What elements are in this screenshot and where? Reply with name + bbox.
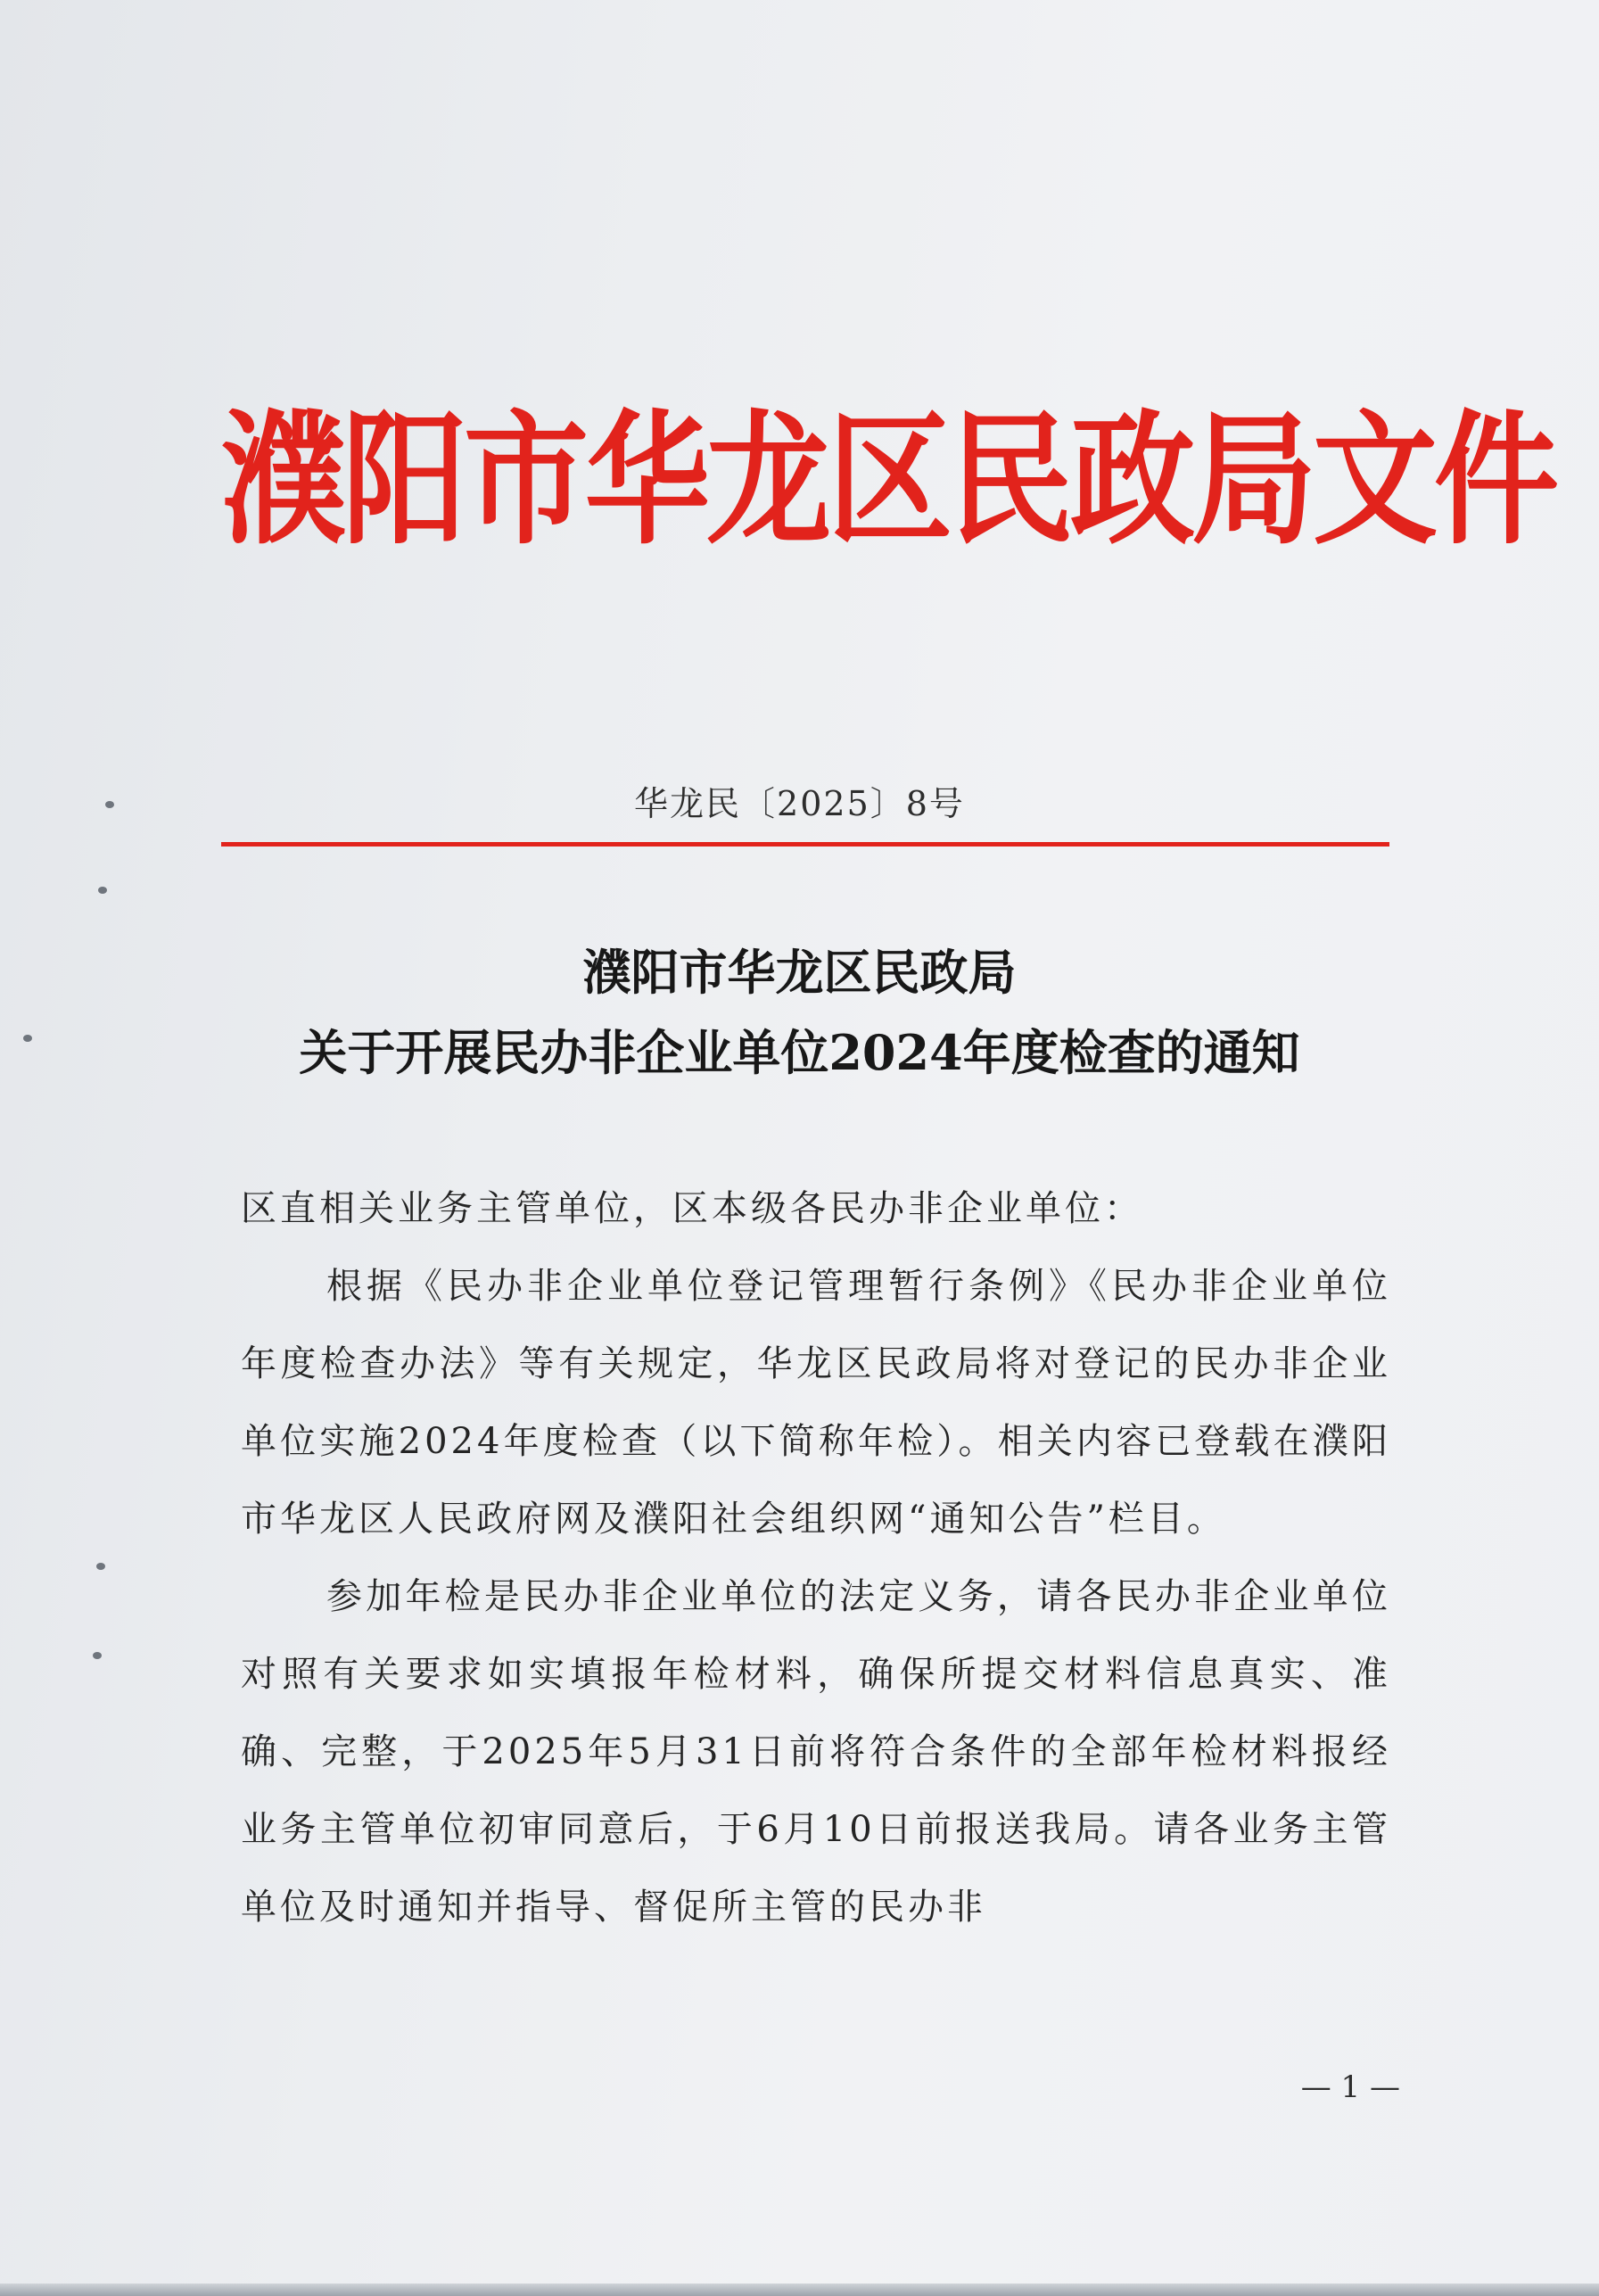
title-line-2: 关于开展民办非企业单位2024年度检查的通知 xyxy=(299,1024,1300,1081)
title-line-1: 濮阳市华龙区民政局 xyxy=(582,944,1017,1001)
document-number: 华龙民〔2025〕8号 xyxy=(634,784,965,823)
page-number: — 1 — xyxy=(1300,2069,1400,2105)
notice-title xyxy=(0,932,1599,1093)
paragraph-1: 根据《民办非企业单位登记管理暂行条例》《民办非企业单位年度检查办法》等有关规定，华龙区民政局将对登记的民办非企业单位实施2024年度检查（以下简称年检）。相关内容已登载在濮阳市华龙区人民政府网及濮阳社会组织网“通知公告”栏目。 xyxy=(241,1266,1391,1540)
red-separator-line xyxy=(221,842,1389,847)
paragraph-2: 参加年检是民办非企业单位的法定义务，请各民办非企业单位对照有关要求如实填报年检材料，确保所提交材料信息真实、准确、完整，于2025年5月31日前将符合条件的全部年检材料报经业务主管单位初审同意后，于6月10日前报送我局。请各业务主管单位及时通知并指导、督促所主管的民办非 xyxy=(241,1576,1391,1928)
binding-hole xyxy=(96,1563,105,1570)
notice-body xyxy=(241,1170,1391,1946)
page-bottom-edge xyxy=(0,2284,1599,2296)
salutation: 区直相关业务主管单位，区本级各民办非企业单位： xyxy=(241,1188,1143,1229)
binding-hole xyxy=(98,887,107,894)
binding-hole xyxy=(93,1652,102,1659)
masthead-title: 濮阳市华龙区民政局文件 xyxy=(221,397,1556,566)
